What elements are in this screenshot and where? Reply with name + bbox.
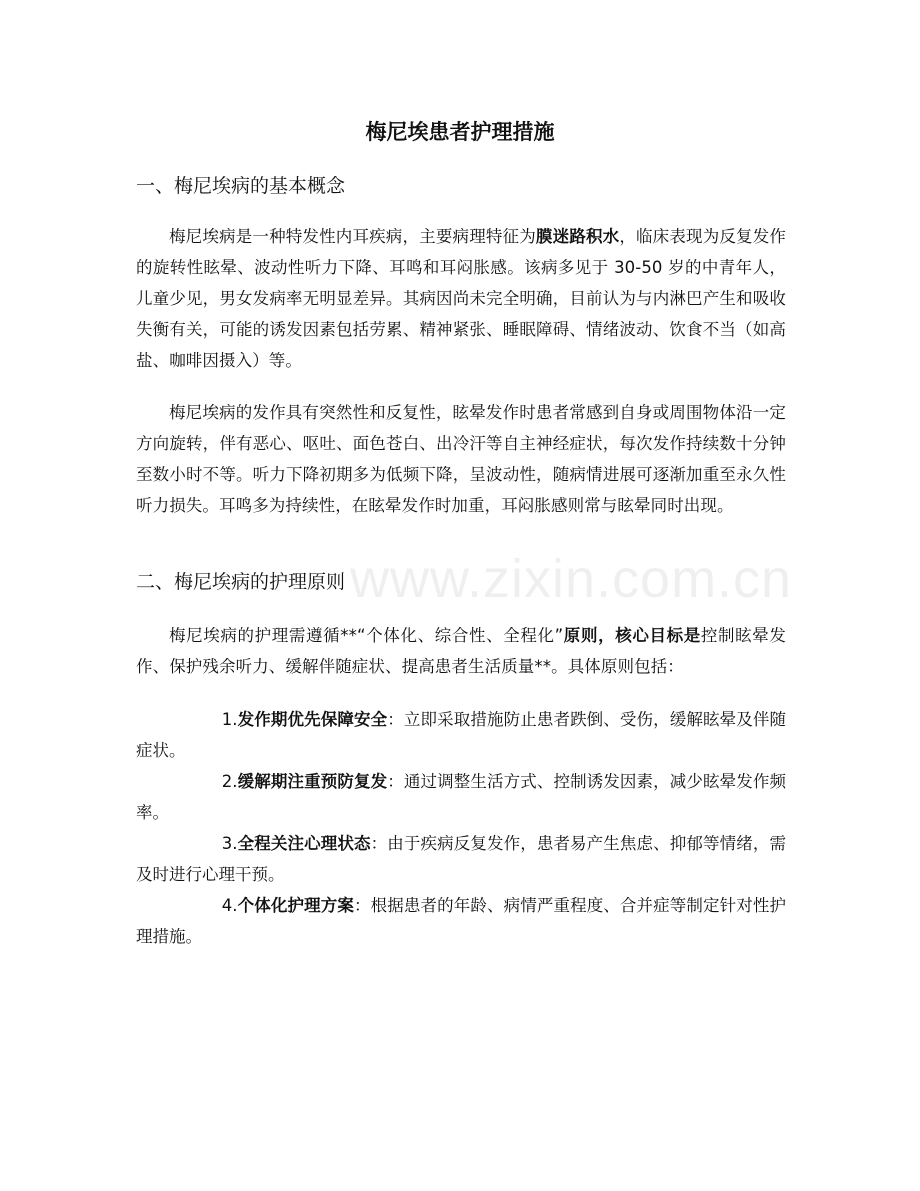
list-item <box>136 766 786 828</box>
list-item-title: 缓解期注重预防复发 <box>237 772 388 791</box>
list-item-title: 个体化护理方案 <box>237 896 355 915</box>
list-item-text: ：立即采取措施防止患者跌倒、受伤，缓解眩晕及伴随症状。 <box>136 710 787 760</box>
list-item <box>136 828 786 890</box>
list-item-text: ：由于疾病反复发作，患者易产生焦虑、抑郁等情绪，需及时进行心理干预。 <box>136 834 787 884</box>
bold-term: 膜迷路积水 <box>535 227 620 246</box>
list-item <box>136 704 786 766</box>
list-item <box>136 890 786 952</box>
principles-list <box>136 704 786 952</box>
list-item-text: ：根据患者的年龄、病情严重程度、合并症等制定针对性护理措施。 <box>136 896 787 946</box>
text-run: 控制眩晕发作、保护残余听力、缓解伴随症状、提高患者生活质量**。具体原则包括： <box>136 626 786 676</box>
text-run: 梅尼埃病的护理需遵循**“个体化、综合性、全程化” <box>169 626 564 645</box>
section-heading-1: 一、梅尼埃病的基本概念 <box>136 175 346 197</box>
section2-paragraph-1 <box>136 620 786 682</box>
watermark: www.zixin.com.cn <box>350 549 793 609</box>
section1-paragraph-1 <box>136 221 786 376</box>
list-number: 4. <box>221 896 238 915</box>
bold-term: 原则，核心目标是 <box>563 626 701 645</box>
page-title: 梅尼埃患者护理措施 <box>365 120 555 144</box>
list-item-title: 全程关注心理状态 <box>237 834 371 853</box>
list-number: 3. <box>221 834 238 853</box>
list-item-title: 发作期优先保障安全 <box>237 710 388 729</box>
section1-paragraph-2: 梅尼埃病的发作具有突然性和反复性，眩晕发作时患者常感到自身或周围物体沿一定方向旋转，伴有恶心、呕吐、面色苍白、出冷汗等自主神经症状，每次发作持续数十分钟至数小时不等。听力下降初期多为低频下降，呈波动性，随病情进展可逐渐加重至永久性听力损失。耳鸣多为持续性，在眩晕发作时加重，耳闷胀感则常与眩晕同时出现。 <box>136 403 786 515</box>
text-run: 梅尼埃病是一种特发性内耳疾病，主要病理特征为 <box>169 227 536 246</box>
text-run: ，临床表现为反复发作的旋转性眩晕、波动性听力下降、耳鸣和耳闷胀感。该病多见于 30-50 岁的中青年人，儿童少见，男女发病率无明显差异。其病因尚未完全明确，目前认为与内淋巴产生和吸收失衡有关，可能的诱发因素包括劳累、精神紧张、睡眠障碍、情绪波动、饮食不当（如高盐、咖啡因摄入）等。 <box>136 227 787 370</box>
list-number: 1. <box>221 710 238 729</box>
list-item-text: ：通过调整生活方式、控制诱发因素，减少眩晕发作频率。 <box>136 772 787 822</box>
section-heading-2: 二、梅尼埃病的护理原则 <box>136 571 346 593</box>
list-number: 2. <box>221 772 238 791</box>
